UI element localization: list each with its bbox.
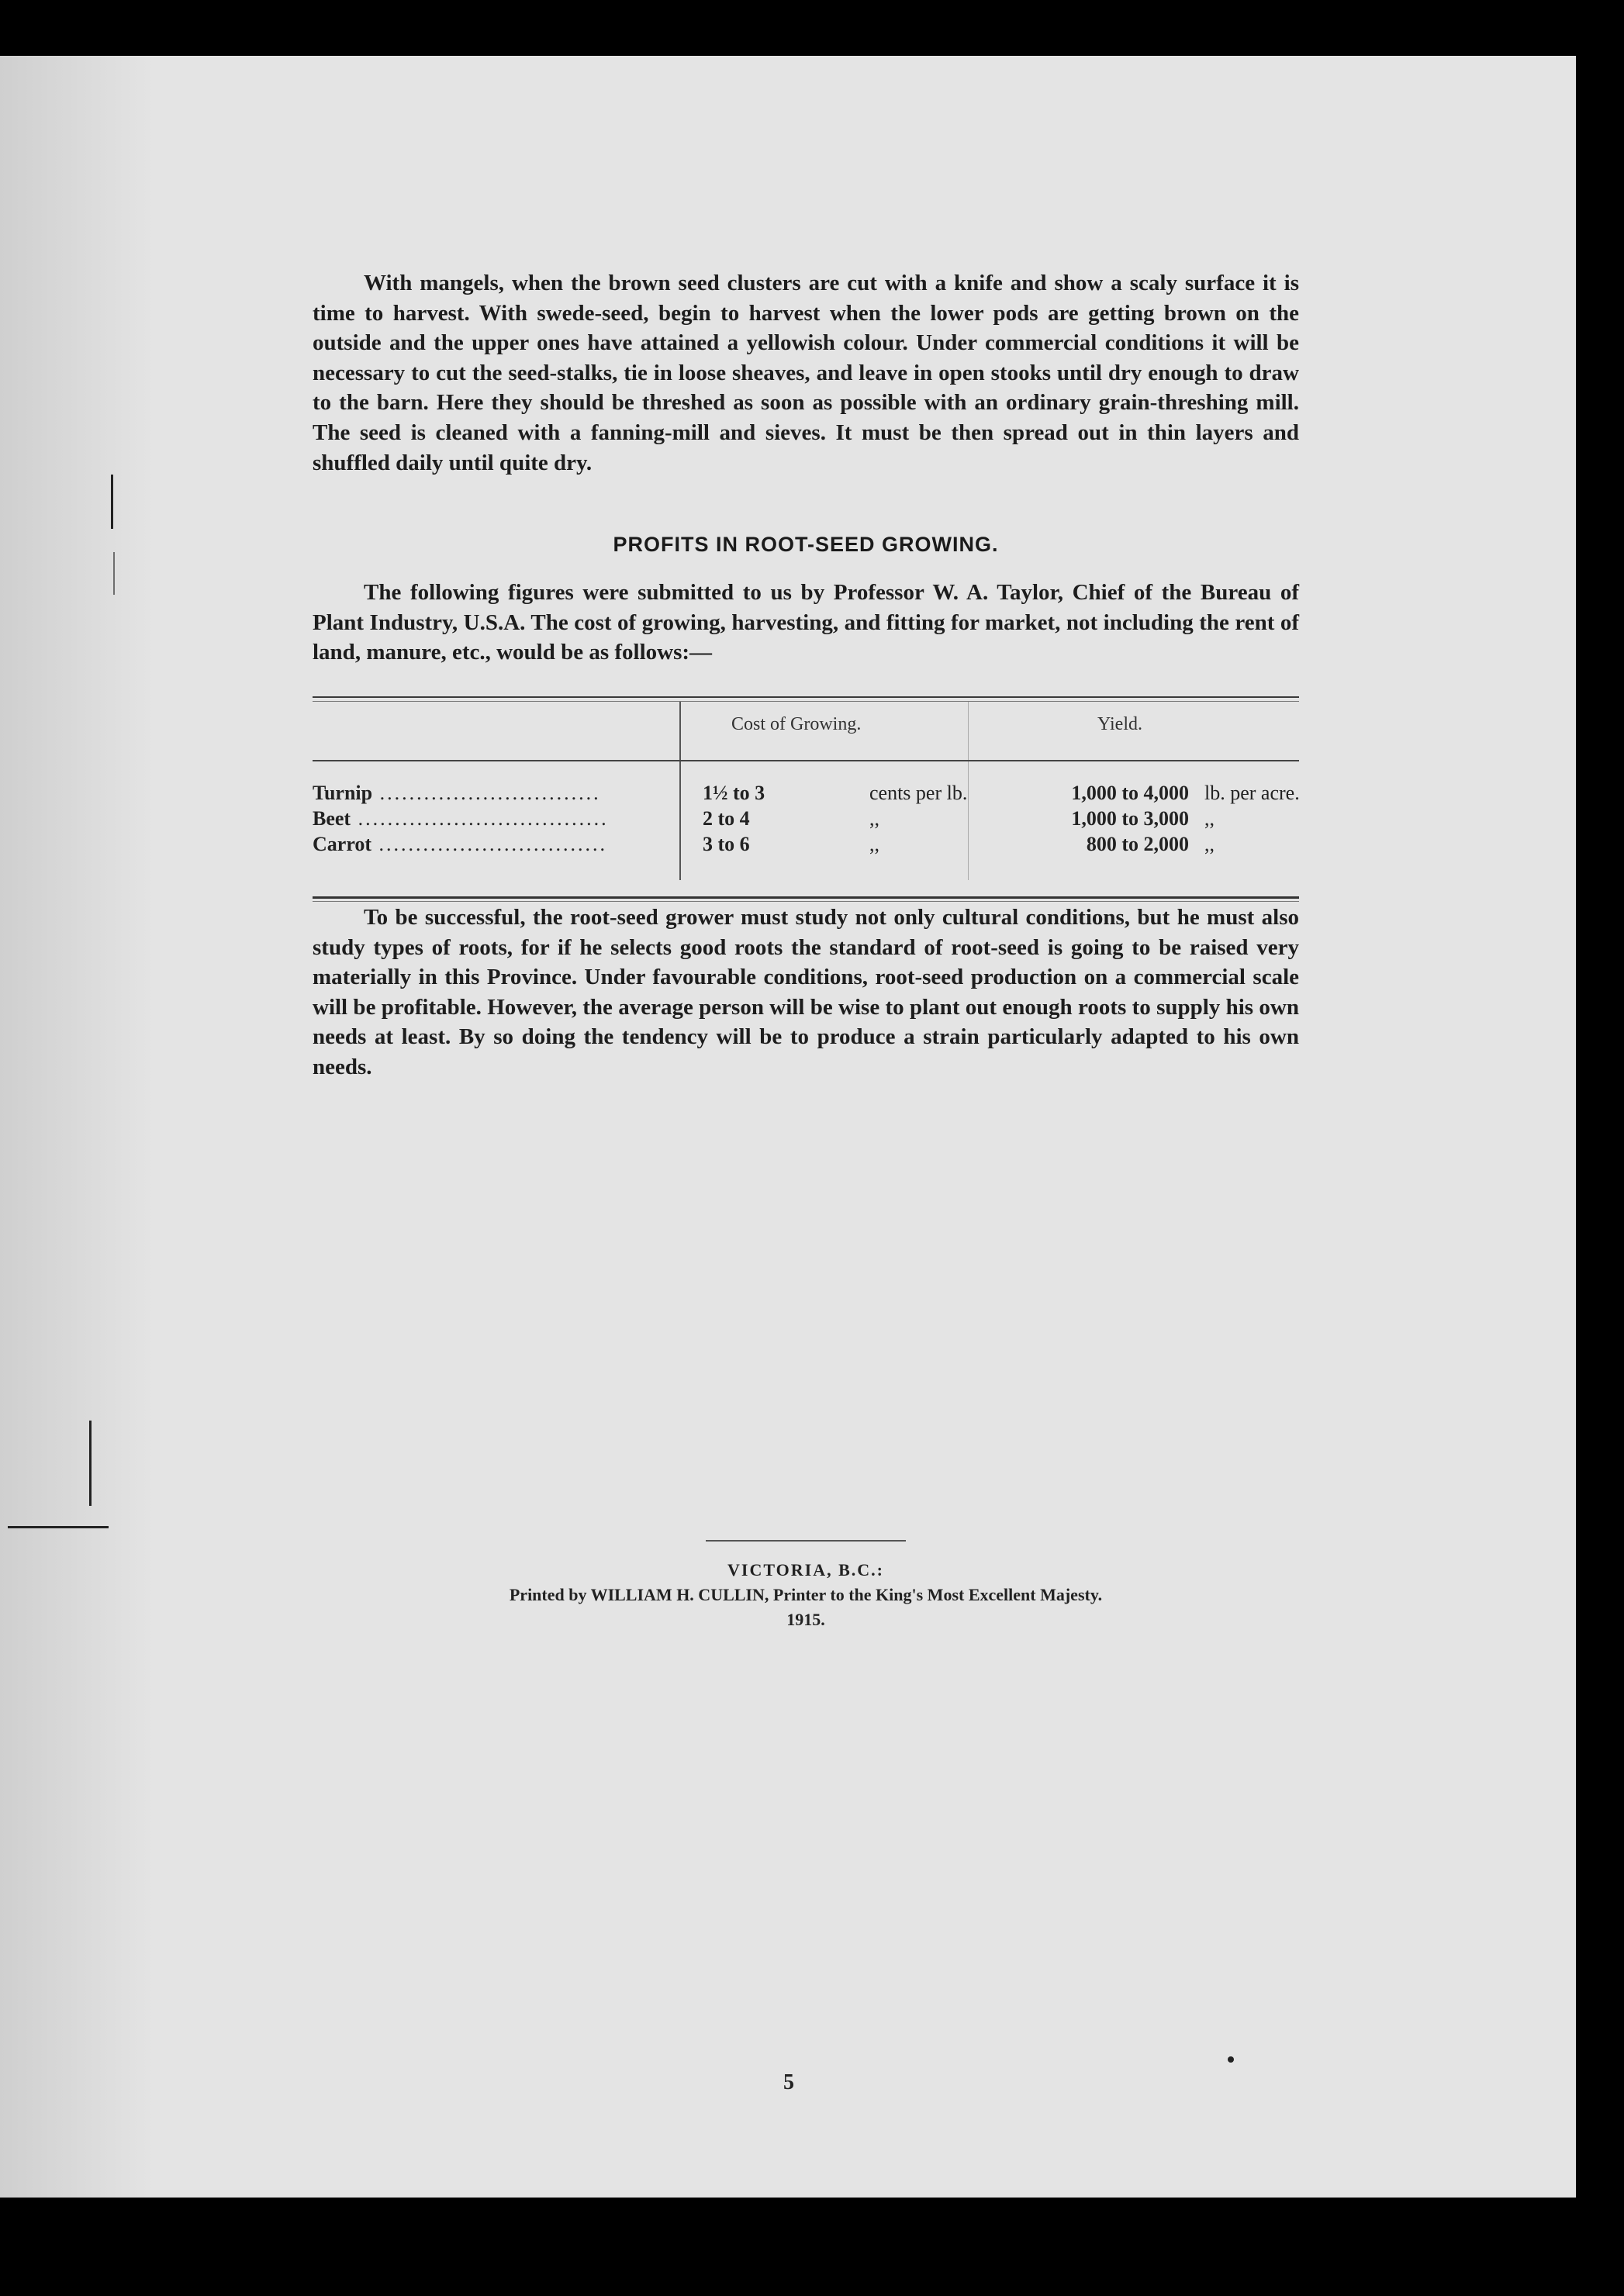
document-page xyxy=(0,56,1576,2198)
row-crop: Carrot xyxy=(313,833,372,855)
row-yield: 800 to 2,000 xyxy=(1086,833,1189,855)
imprint-rule xyxy=(706,1540,906,1542)
paragraph-conclusion: To be successful, the root-seed grower must study not only cultural conditions, but he must also study types of roots, for if he selects good roots the standard of root-seed is going to be raised very materially in this Province. Under favourable conditions, root-seed production on a commercial scale will be profitable. However, the average person will be wise to plant out enough roots to supply his own needs at least. By so doing the tendency will be to produce a strain particularly adapted to his own needs. xyxy=(313,905,1299,1079)
cost-yield-table xyxy=(313,696,1299,902)
scan-artifact xyxy=(1228,2056,1234,2063)
row-yield-unit: lb. per acre. xyxy=(1204,782,1300,804)
row-crop: Turnip xyxy=(313,782,373,804)
page-number: 5 xyxy=(783,2070,794,2094)
scan-artifact xyxy=(111,475,113,529)
table-body xyxy=(313,782,1299,890)
row-cost-unit: ,, xyxy=(869,807,879,830)
row-crop: Beet xyxy=(313,807,351,830)
row-yield-unit: ,, xyxy=(1204,833,1215,855)
header-cost-of-growing: Cost of Growing. xyxy=(731,714,862,734)
paragraph-harvesting: With mangels, when the brown seed clusters are cut with a knife and show a scaly surface it is time to harvest. With swede-seed, begin to harvest when the lower pods are getting brown on the outside and the upper ones have attained a yellowish colour. Under commercial conditions it will be necessary to cut the seed-stalks, tie in loose sheaves, and leave in open stooks until dry enough to draw to the barn. Here they should be threshed as soon as possible with an ordinary grain-threshing mill. The seed is cleaned with a fanning-mill and sieves. It must be then spread out in thin layers and shuffled daily until quite dry. xyxy=(313,271,1299,475)
table-bottom-rule xyxy=(313,896,1299,899)
header-yield: Yield. xyxy=(1097,714,1142,734)
scan-artifact xyxy=(113,552,115,595)
table-bottom-rule-thin xyxy=(313,901,1299,902)
imprint-printer: Printed by WILLIAM H. CULLIN, Printer to the King's Most Excellent Majesty. xyxy=(509,1585,1103,1604)
row-yield-unit: ,, xyxy=(1204,807,1215,830)
row-yield: 1,000 to 4,000 xyxy=(1071,782,1189,804)
table-header-rule xyxy=(313,760,1299,761)
table-top-rule xyxy=(313,696,1299,698)
scan-artifact xyxy=(89,1421,92,1506)
row-cost-unit: ,, xyxy=(869,833,879,855)
table-row: Carrot ............................... 3 to 6 ,, 800 to 2,000 ,, xyxy=(313,833,1215,855)
page-gutter-shadow xyxy=(0,56,155,2198)
row-yield: 1,000 to 3,000 xyxy=(1071,807,1189,830)
row-cost: 1½ to 3 xyxy=(703,782,765,804)
row-cost-unit: cents per lb. xyxy=(869,782,968,804)
table-row: Turnip .............................. 1½ to 3 cents per lb. 1,000 to 4,000 lb. per acre. xyxy=(313,782,1300,804)
imprint-place: VICTORIA, B.C.: xyxy=(727,1560,884,1580)
scan-artifact xyxy=(8,1526,109,1528)
row-cost: 3 to 6 xyxy=(703,833,750,855)
section-heading: PROFITS IN ROOT-SEED GROWING. xyxy=(613,533,999,556)
table-row: Beet .................................. 2 to 4 ,, 1,000 to 3,000 ,, xyxy=(313,807,1215,830)
table-header xyxy=(313,702,1299,768)
imprint-year: 1915. xyxy=(786,1610,825,1629)
paragraph-figures-intro: The following figures were submitted to us by Professor W. A. Taylor, Chief of the Bureau of Plant Industry, U.S.A. The cost of growing, harvesting, and fitting for market, not including the rent of land, manure, etc., would be as follows:— xyxy=(313,580,1299,665)
row-cost: 2 to 4 xyxy=(703,807,750,830)
